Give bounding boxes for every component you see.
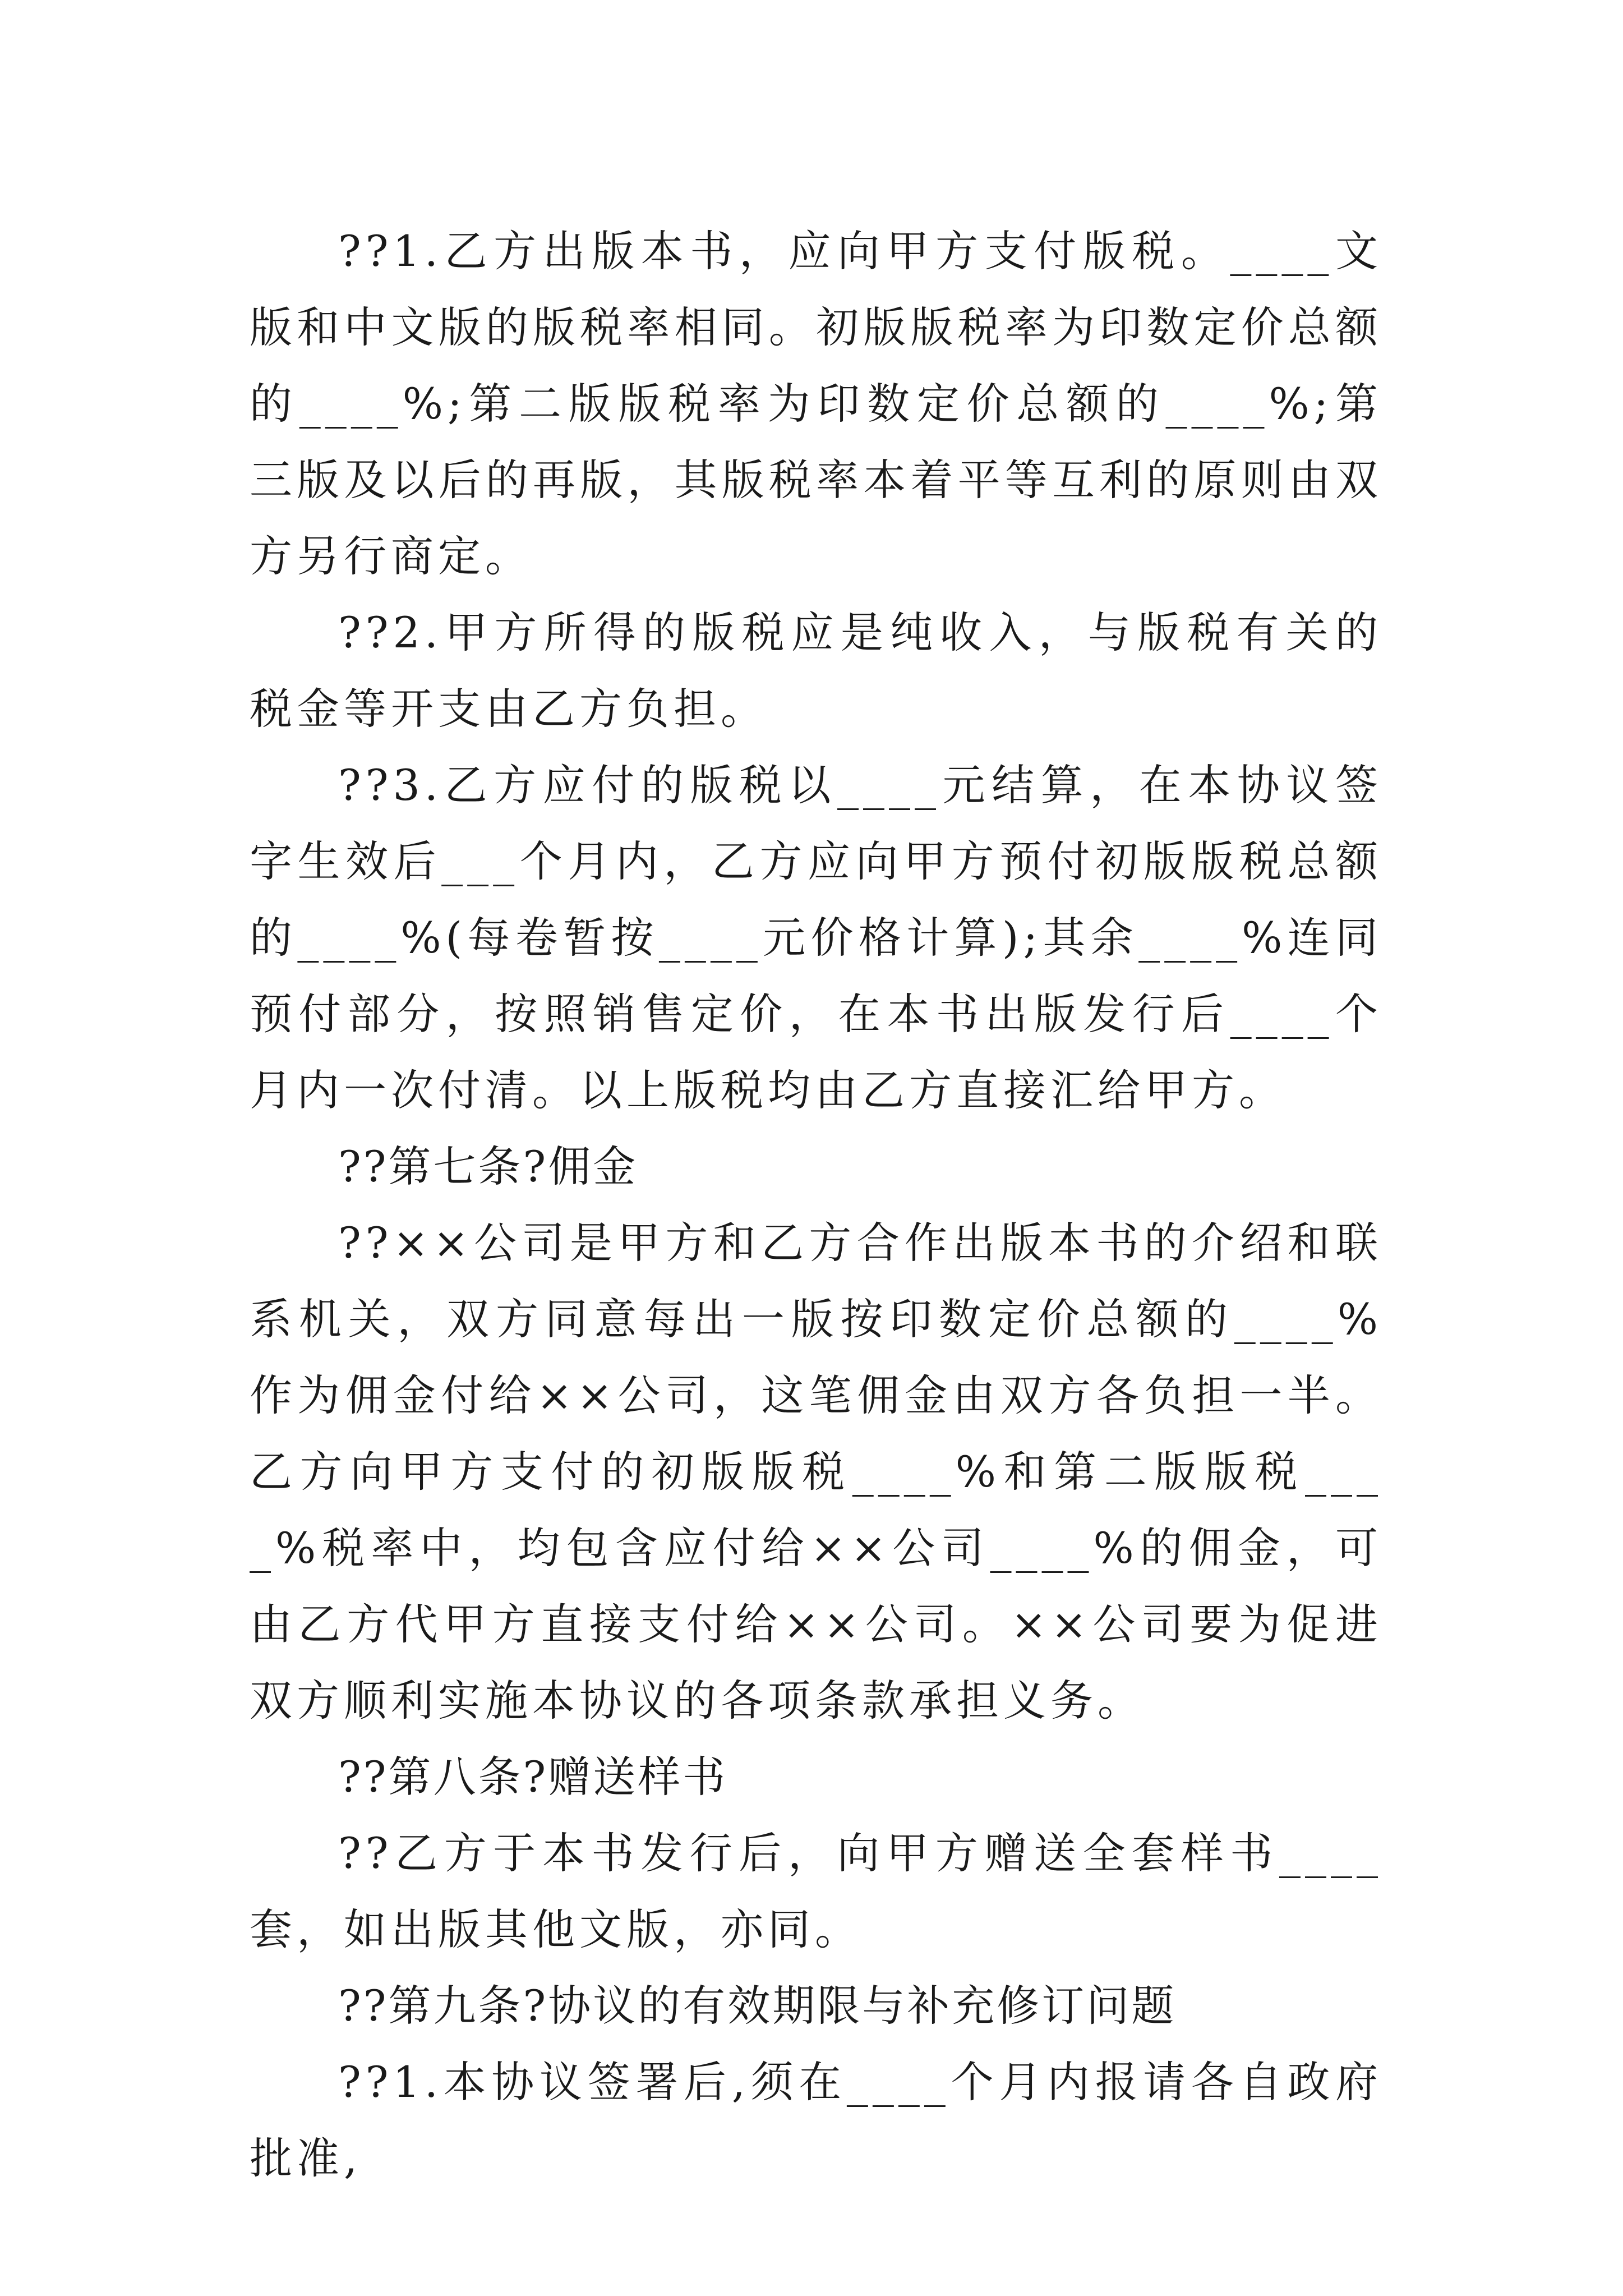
article-9-heading: ??第九条?协议的有效期限与补充修订问题: [338, 1981, 1177, 2031]
document-body: [250, 213, 1382, 2197]
paragraph-royalty-settlement: ??3.乙方应付的版税以____元结算，在本协议签字生效后___个月内，乙方应向甲方预付初版版税总额的____%(每卷暂按____元价格计算);其余____%连同预付部分，按照销售定价，在本书出版发行后____个月内一次付清。以上版税均由乙方直接汇给甲方。: [250, 760, 1382, 1115]
article-7-heading: ??第七条?佣金: [338, 1142, 638, 1191]
paragraph-commission: ??××公司是甲方和乙方合作出版本书的介绍和联系机关，双方同意每出一版按印数定价总额的____%作为佣金付给××公司，这笔佣金由双方各负担一半。乙方向甲方支付的初版版税____%和第二版版税____%税率中，均包含应付给××公司____%的佣金，可由乙方代甲方直接支付给××公司。××公司要为促进双方顺利实施本协议的各项条款承担义务。: [250, 1218, 1382, 1726]
article-8-heading: ??第八条?赠送样书: [338, 1752, 728, 1802]
paragraph-approval: ??1.本协议签署后,须在____个月内报请各自政府批准,: [250, 2057, 1382, 2183]
paragraph-sample-copies: ??乙方于本书发行后，向甲方赠送全套样书____套，如出版其他文版，亦同。: [250, 1828, 1382, 1954]
paragraph-royalty-net-income: ??2.甲方所得的版税应是纯收入，与版税有关的税金等开支由乙方负担。: [250, 608, 1382, 734]
paragraph-royalty-rate: ??1.乙方出版本书，应向甲方支付版税。____文版和中文版的版税率相同。初版版税率为印数定价总额的____%;第二版版税率为印数定价总额的____%;第三版及以后的再版，其版税率本着平等互利的原则由双方另行商定。: [250, 226, 1382, 581]
